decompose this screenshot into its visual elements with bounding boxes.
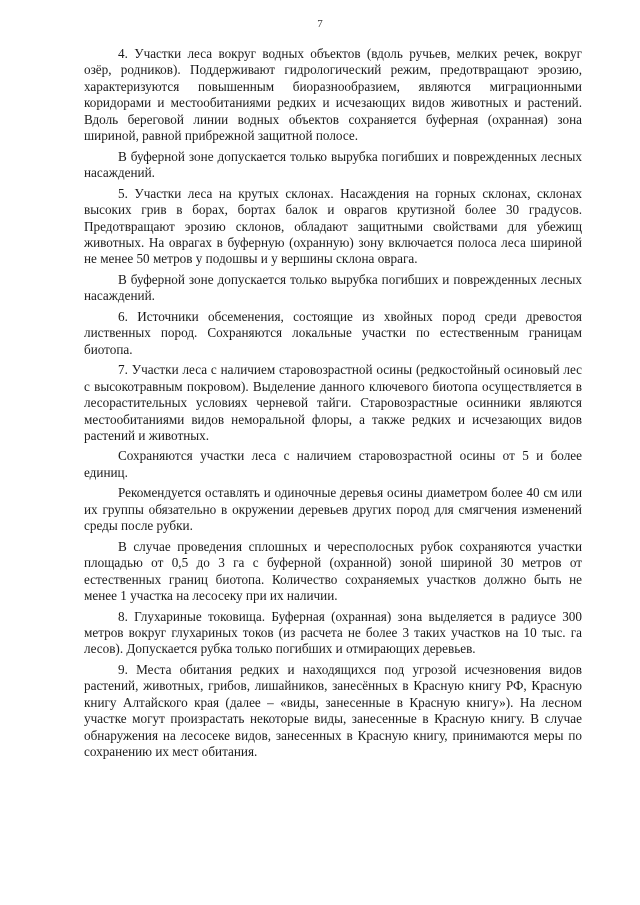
page-number: 7 — [317, 18, 323, 30]
paragraph-11: 9. Места обитания редких и находящихся под угрозой исчезновения видов растений, животных, грибов, лишайников, занесённых в Красную книгу РФ, Красную книгу Алтайского края (далее – «виды, занесенные в Красную книгу»). На лесном участке могут произрастать некоторые виды, занесенные в Красную книгу. В случае обнаружения на лесосеке видов, занесенных в Красную книгу, принимаются меры по сохранению их мест обитания. — [84, 661, 582, 760]
paragraph-10: 8. Глухариные токовища. Буферная (охранная) зона выделяется в радиусе 300 метров вокруг глухариных токов (из расчета не более 3 таких участков на 10 тыс. га лесов). Допускается рубка только погибших и отмирающих деревьев. — [84, 608, 582, 657]
paragraph-2: В буферной зоне допускается только вырубка погибших и поврежденных лесных насаждений. — [84, 148, 582, 181]
document-body — [84, 46, 582, 761]
paragraph-8: Рекомендуется оставлять и одиночные деревья осины диаметром более 40 см или их группы обязательно в окружении деревьев других пород для смягчения изменений среды после рубки. — [84, 485, 582, 534]
paragraph-3: 5. Участки леса на крутых склонах. Насаждения на горных склонах, склонах высоких грив в борах, бортах балок и оврагов крутизной более 30 градусов. Предотвращают эрозию склонов, обладают защитными свойствами для убежищ животных. На оврагах в буферную (охранную) зону включается полоса леса шириной не менее 50 метров у подошвы и у вершины склона оврага. — [84, 185, 582, 267]
paragraph-6: 7. Участки леса с наличием старовозрастной осины (редкостойный осиновый лес с высокотравным покровом). Выделение данного ключевого биотопа осуществляется в лесорастительных условиях черневой тайги. Старовозрастные осинники являются местообитаниями видов неморальной флоры, а также редких и исчезающих видов растений и животных. — [84, 362, 582, 443]
paragraph-4: В буферной зоне допускается только вырубка погибших и поврежденных лесных насаждений. — [84, 271, 582, 304]
paragraph-7: Сохраняются участки леса с наличием старовозрастной осины от 5 и более единиц. — [84, 448, 582, 480]
paragraph-1: 4. Участки леса вокруг водных объектов (вдоль ручьев, мелких речек, вокруг озёр, родников). Поддерживают гидрологический режим, предотвращают эрозию, характеризуются повышенным биоразнообразием, являются миграционными коридорами и местообитаниями редких и исчезающих видов животных и растений. Вдоль береговой линии водных объектов сохраняется буферная (охранная) зона шириной, равной прибрежной защитной полосе. — [84, 46, 582, 144]
paragraph-9: В случае проведения сплошных и чересполосных рубок сохраняются участки площадью от 0,5 до 3 га с буферной (охранной) зоной шириной 30 метров от естественных границ биотопа. Количество сохраняемых участков должно быть не менее 1 участка на лесосеку при их наличии. — [84, 538, 582, 604]
paragraph-5: 6. Источники обсеменения, состоящие из хвойных пород среди древостоя лиственных пород. Сохраняются локальные участки по естественным границам биотопа. — [84, 308, 582, 357]
